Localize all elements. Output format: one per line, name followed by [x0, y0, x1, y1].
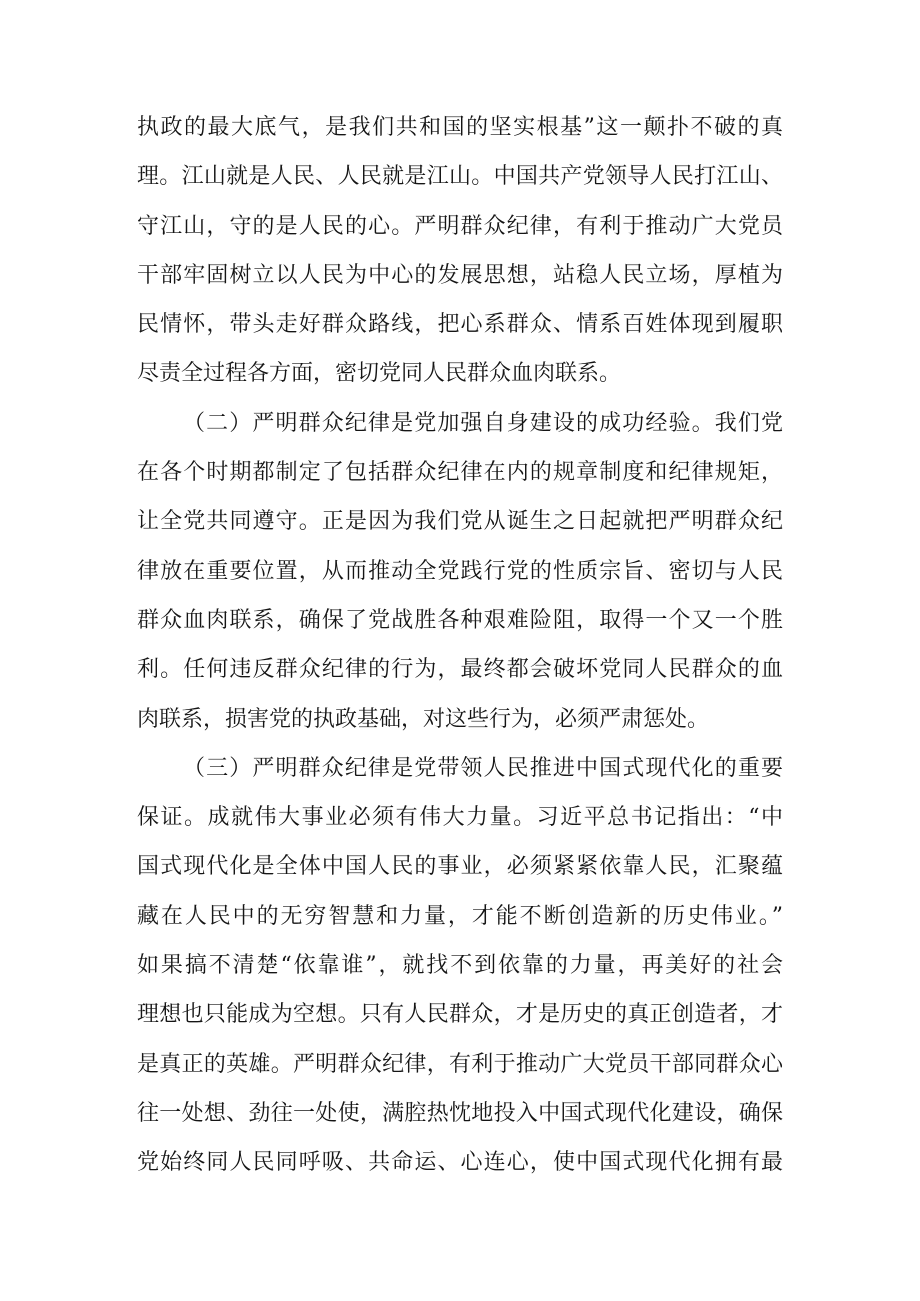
paragraph-3: [137, 744, 783, 1188]
text-line: 国式现代化是全体中国人民的事业，必须紧紧依靠人民，汇聚蕴: [137, 854, 783, 880]
text-line: （二）严明群众纪律是党加强自身建设的成功经验。我们党: [183, 410, 783, 436]
text-line: 尽责全过程各方面，密切党同人民群众血肉联系。: [137, 361, 622, 387]
body-text: [137, 103, 783, 1188]
text-line: 理。江山就是人民、人民就是江山。中国共产党领导人民打江山、: [137, 164, 783, 190]
text-line: 是真正的英雄。严明群众纪律，有利于推动广大党员干部同群众心: [137, 1051, 783, 1077]
text-line: 往一处想、劲往一处使，满腔热忱地投入中国式现代化建设，确保: [137, 1100, 783, 1126]
text-line: 干部牢固树立以人民为中心的发展思想，站稳人民立场，厚植为: [137, 262, 783, 288]
text-line: 在各个时期都制定了包括群众纪律在内的规章制度和纪律规矩，: [137, 460, 783, 486]
text-line: 藏在人民中的无穷智慧和力量，才能不断创造新的历史伟业。”: [137, 903, 783, 929]
paragraph-2: [137, 399, 783, 744]
text-line: 让全党共同遵守。正是因为我们党从诞生之日起就把严明群众纪: [137, 509, 783, 535]
text-line: 守江山，守的是人民的心。严明群众纪律，有利于推动广大党员: [137, 213, 783, 239]
text-line: 利。任何违反群众纪律的行为，最终都会破坏党同人民群众的血: [137, 657, 783, 683]
text-line: （三）严明群众纪律是党带领人民推进中国式现代化的重要: [183, 755, 783, 781]
text-line: 律放在重要位置，从而推动全党践行党的性质宗旨、密切与人民: [137, 558, 783, 584]
text-line: 如果搞不清楚“依靠谁”，就找不到依靠的力量，再美好的社会: [137, 953, 783, 979]
text-line: 党始终同人民同呼吸、共命运、心连心，使中国式现代化拥有最: [137, 1150, 783, 1176]
paragraph-1: [137, 103, 783, 399]
text-line: 执政的最大底气，是我们共和国的坚实根基”这一颠扑不破的真: [137, 115, 783, 140]
text-line: 保证。成就伟大事业必须有伟大力量。习近平总书记指出：“中: [137, 805, 783, 831]
text-line: 群众血肉联系，确保了党战胜各种艰难险阻，取得一个又一个胜: [137, 607, 783, 633]
text-line: 理想也只能成为空想。只有人民群众，才是历史的真正创造者，才: [137, 1002, 783, 1028]
text-line: 肉联系，损害党的执政基础，对这些行为，必须严肃惩处。: [137, 706, 710, 732]
text-line: 民情怀，带头走好群众路线，把心系群众、情系百姓体现到履职: [137, 312, 783, 338]
